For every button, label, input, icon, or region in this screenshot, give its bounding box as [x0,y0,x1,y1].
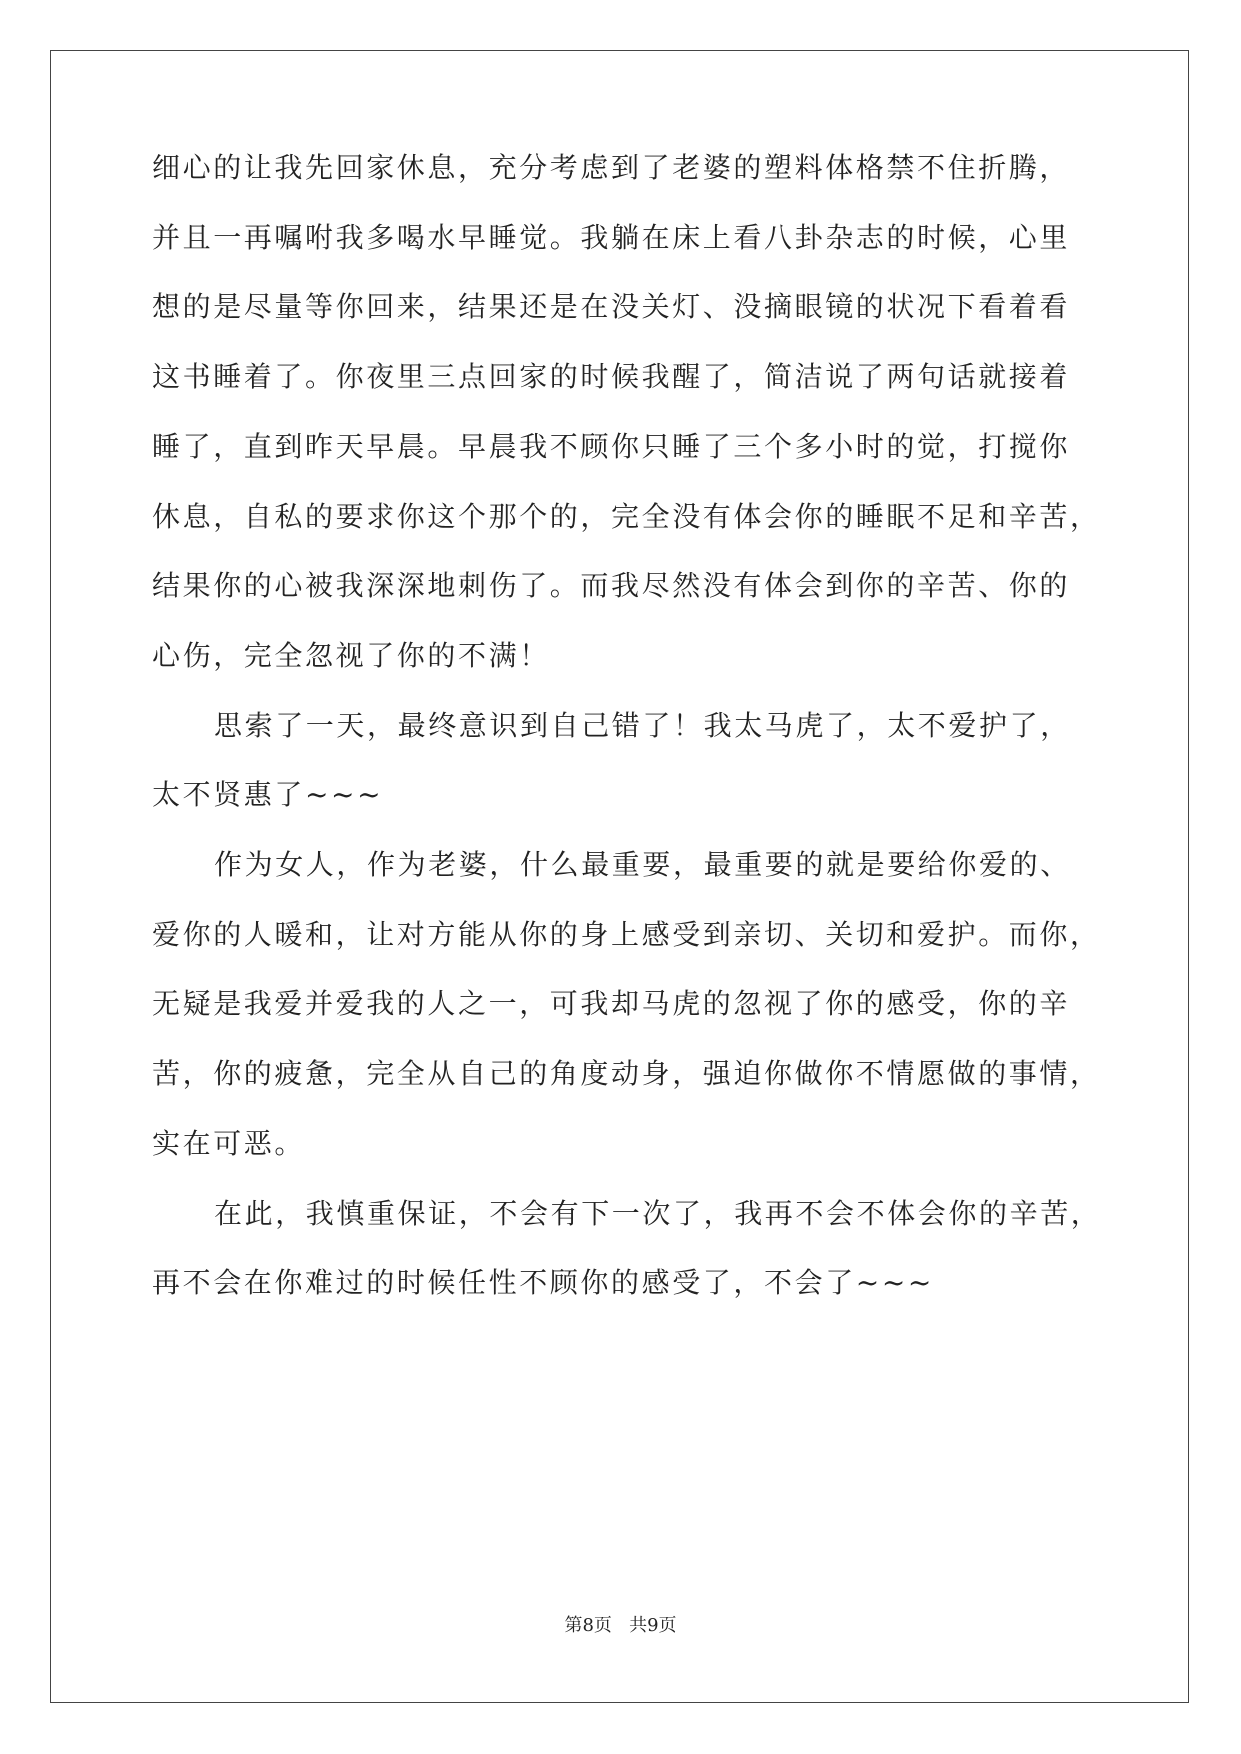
text-line: 并且一再嘱咐我多喝水早睡觉。我躺在床上看八卦杂志的时候，心里 [152,221,1071,254]
text-line: 思索了一天，最终意识到自己错了！我太马虎了，太不爱护了， [214,709,1071,742]
text-line: 这书睡着了。你夜里三点回家的时候我醒了，简洁说了两句话就接着 [152,360,1071,393]
text-line: 爱你的人暖和，让对方能从你的身上感受到亲切、关切和爱护。而你， [152,918,1101,951]
text-line: 细心的让我先回家休息，充分考虑到了老婆的塑料体格禁不住折腾， [152,151,1071,184]
text-line: 太不贤惠了~~~ [152,778,384,811]
text-line: 休息，自私的要求你这个那个的，完全没有体会你的睡眠不足和辛苦， [152,500,1101,533]
text-line: 想的是尽量等你回来，结果还是在没关灯、没摘眼镜的状况下看着看 [152,290,1071,323]
text-line: 苦，你的疲惫，完全从自己的角度动身，强迫你做你不情愿做的事情， [152,1057,1101,1090]
text-line: 在此，我慎重保证，不会有下一次了，我再不会不体会你的辛苦， [214,1197,1102,1230]
text-line: 结果你的心被我深深地刺伤了。而我尽然没有体会到你的辛苦、你的 [152,569,1071,602]
text-line: 作为女人，作为老婆，什么最重要，最重要的就是要给你爱的、 [214,848,1071,881]
text-line: 无疑是我爱并爱我的人之一，可我却马虎的忽视了你的感受，你的辛 [152,987,1071,1020]
page-footer [0,1614,1241,1638]
page-number-label: 第8页 共9页 [564,1615,677,1636]
text-line: 实在可恶。 [152,1127,306,1160]
text-line: 再不会在你难过的时候任性不顾你的感受了，不会了~~~ [152,1266,934,1299]
text-line: 心伤，完全忽视了你的不满！ [152,639,550,672]
text-line: 睡了，直到昨天早晨。早晨我不顾你只睡了三个多小时的觉，打搅你 [152,430,1071,463]
